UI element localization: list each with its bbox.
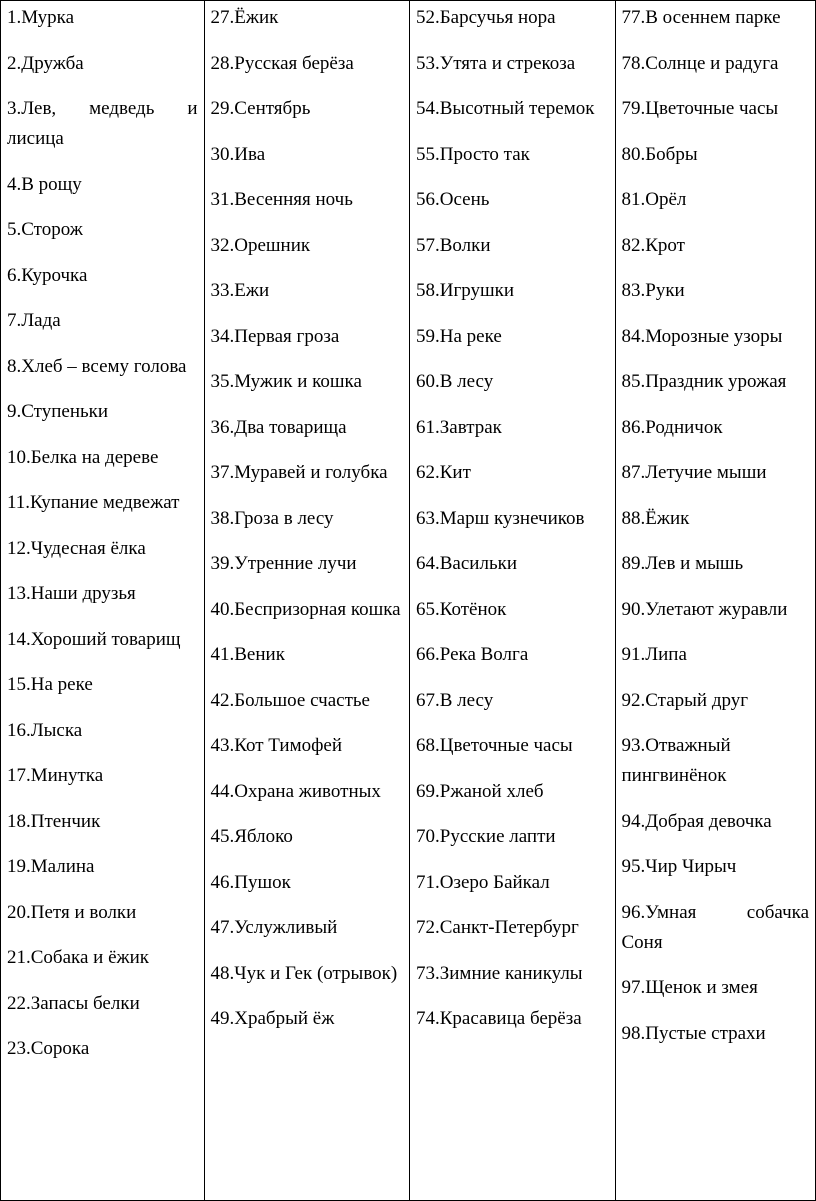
list-item: 71.Озеро Байкал <box>416 871 550 893</box>
list-item: 94.Добрая девочка <box>621 810 772 832</box>
list-item: 29.Сентябрь <box>210 98 311 119</box>
list-item: 63.Марш кузнечиков <box>416 507 585 529</box>
list-item: 95.Чир Чирыч <box>621 856 737 877</box>
list-item: 65.Котёнок <box>416 598 507 620</box>
list-item: 83.Руки <box>621 280 685 301</box>
list-item: 84.Морозные узоры <box>621 325 783 347</box>
list-item: 27.Ёжик <box>210 7 279 28</box>
list-item: 68.Цветочные часы <box>416 735 573 756</box>
list-item: 62.Кит <box>416 462 471 483</box>
list-item: 97.Щенок и змея <box>621 977 758 998</box>
list-item: 21.Собака и ёжик <box>7 947 150 968</box>
list-item: 98.Пустые страхи <box>621 1022 766 1044</box>
list-item: 14.Хороший товарищ <box>7 628 181 650</box>
list-item: 30.Ива <box>210 143 266 165</box>
list-item: 52.Барсучья нора <box>416 7 556 28</box>
list-item: 58.Игрушки <box>416 280 515 301</box>
list-item: 34.Первая гроза <box>210 325 340 347</box>
list-item: 86.Родничок <box>621 416 723 438</box>
list-item: 61.Завтрак <box>416 416 502 438</box>
list-item: 11.Купание медвежат <box>7 492 180 513</box>
list-item: 13.Наши друзья <box>7 583 136 604</box>
list-item: 67.В лесу <box>416 689 494 711</box>
list-item: 72.Санкт-Петербург <box>416 917 579 938</box>
list-item: 18.Птенчик <box>7 810 101 832</box>
list-item: 85.Праздник урожая <box>621 371 787 392</box>
list-item: 90.Улетают журавли <box>621 598 788 620</box>
list-item: 56.Осень <box>416 189 490 210</box>
list-item: 35.Мужик и кошка <box>210 371 362 392</box>
list-item: 69.Ржаной хлеб <box>416 780 544 802</box>
list-item: 42.Большое счастье <box>210 689 370 711</box>
list-item: 16.Лыска <box>7 719 83 741</box>
list-item: 45.Яблоко <box>210 826 293 847</box>
list-item: 17.Минутка <box>7 765 104 786</box>
list-item: 41.Веник <box>210 644 285 665</box>
list-item: 74.Красавица берёза <box>416 1008 582 1029</box>
list-item: 43.Кот Тимофей <box>210 735 343 756</box>
list-item: 55.Просто так <box>416 143 530 165</box>
list-item: 23.Сорока <box>7 1038 90 1059</box>
list-item: 3.Лев, медведь и лисица <box>7 98 198 149</box>
list-item: 33.Ежи <box>210 280 270 301</box>
list-item: 57.Волки <box>416 234 491 256</box>
table-column-2 <box>205 1 411 1200</box>
list-item: 54.Высотный теремок <box>416 98 595 119</box>
list-item: 10.Белка на дереве <box>7 446 159 468</box>
list-item: 91.Липа <box>621 644 687 665</box>
list-item: 19.Малина <box>7 856 95 877</box>
list-item: 73.Зимние каникулы <box>416 962 583 984</box>
list-item: 87.Летучие мыши <box>621 462 767 483</box>
list-item: 36.Два товарища <box>210 416 347 438</box>
list-item: 82.Крот <box>621 234 685 256</box>
list-item: 70.Русские лапти <box>416 826 556 847</box>
table-column-4 <box>616 1 816 1200</box>
list-item: 20.Петя и волки <box>7 901 137 923</box>
list-item: 31.Весенняя ночь <box>210 189 353 210</box>
list-item: 81.Орёл <box>621 189 687 210</box>
list-item: 44.Охрана животных <box>210 780 381 802</box>
list-item: 48.Чук и Гек (отрывок) <box>210 962 398 984</box>
list-item: 4.В рощу <box>7 173 82 195</box>
list-item: 93.Отважный пингвинёнок <box>621 735 731 786</box>
list-item: 89.Лев и мышь <box>621 553 744 574</box>
list-item: 96.Умная собачка Соня <box>621 901 810 953</box>
list-item: 22.Запасы белки <box>7 992 140 1014</box>
list-item: 8.Хлеб – всему голова <box>7 355 187 377</box>
list-item: 49.Храбрый ёж <box>210 1008 335 1029</box>
list-item: 12.Чудесная ёлка <box>7 537 146 559</box>
list-item: 2.Дружба <box>7 52 84 74</box>
table-column-1 <box>1 1 205 1200</box>
list-item: 6.Курочка <box>7 264 88 286</box>
list-item: 1.Мурка <box>7 7 75 28</box>
list-item: 39.Утренние лучи <box>210 553 357 574</box>
list-item: 64.Васильки <box>416 553 518 574</box>
list-item: 92.Старый друг <box>621 689 749 711</box>
list-item: 32.Орешник <box>210 234 311 256</box>
table-column-3 <box>410 1 616 1200</box>
list-item: 15.На реке <box>7 674 93 695</box>
list-item: 80.Бобры <box>621 143 698 165</box>
list-item: 37.Муравей и голубка <box>210 462 388 483</box>
list-item: 7.Лада <box>7 310 61 331</box>
list-item: 78.Солнце и радуга <box>621 52 779 74</box>
list-item: 46.Пушок <box>210 871 291 893</box>
list-item: 28.Русская берёза <box>210 52 354 74</box>
list-item: 77.В осеннем парке <box>621 7 781 28</box>
list-item: 9.Ступеньки <box>7 401 109 422</box>
list-item: 88.Ёжик <box>621 507 690 529</box>
list-item: 66.Река Волга <box>416 644 529 665</box>
list-item: 47.Услужливый <box>210 917 338 938</box>
list-item: 38.Гроза в лесу <box>210 507 334 529</box>
list-item: 53.Утята и стрекоза <box>416 52 576 74</box>
list-item: 59.На реке <box>416 325 502 347</box>
list-item: 5.Сторож <box>7 219 83 240</box>
list-item: 79.Цветочные часы <box>621 98 779 119</box>
list-item: 60.В лесу <box>416 371 494 392</box>
list-item: 40.Беспризорная кошка <box>210 598 401 620</box>
